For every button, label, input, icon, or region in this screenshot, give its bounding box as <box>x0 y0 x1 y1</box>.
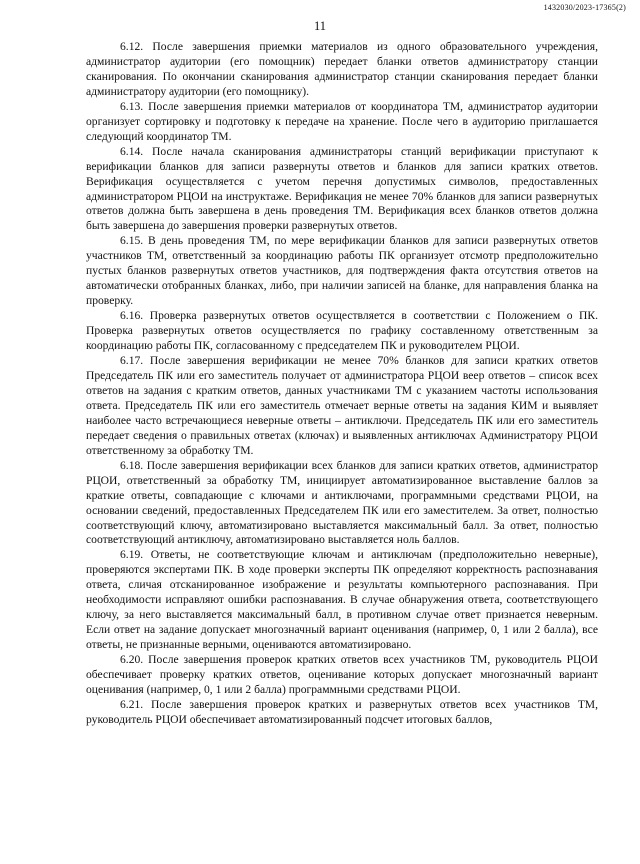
paragraph-6-14: 6.14. После начала сканирования администраторы станций верификации приступают к верификации бланков для записи развернуты ответов и бланков для записи кратких ответов. Верификация осуществляется с учетом перечня допустимых символов, предоставленных администратором РЦОИ на инструктаже. Верификация не менее 70% бланков для записи развернутых ответов должна быть завершена в день проведения ТМ. Верификация всех бланков ответов должна быть завершена до завершения проверки развернутых ответов. <box>86 144 598 233</box>
page-number: 11 <box>313 19 327 33</box>
paragraph-6-20: 6.20. После завершения проверок кратких ответов всех участников ТМ, руководитель РЦОИ обеспечивает проверку кратких ответов, оценивание которых допускает многозначный вариант оценивания (например, 0, 1 или 2 балла) программными средствами РЦОИ. <box>86 653 598 696</box>
paragraph-6-17: 6.17. После завершения верификации не менее 70% бланков для записи кратких ответов Председатель ПК или его заместитель получает от администратора РЦОИ веер ответов – список всех ответов на задания с кратким ответов, данных участниками ТМ с указанием частоты использования ответа. Председатель ПК или его заместитель отмечает верные ответы на задания КИМ и выявляет наиболее часто встречающиеся неверные ответы – антиключи. Председатель ПК или его заместитель передает сведения о правильных ответах (ключах) и выявленных антиключах Администратору РЦОИ ответственному за обработку ТМ. <box>86 354 598 457</box>
paragraph-6-16: 6.16. Проверка развернутых ответов осуществляется в соответствии с Положением о ПК. Проверка развернутых ответов осуществляется по графику составленному ответственным за координацию работы ПК, согласованному с председателем ПК и руководителем РЦОИ. <box>86 309 598 353</box>
paragraph-6-19: 6.19. Ответы, не соответствующие ключам и антиключам (предположительно неверные), проверяются экспертами ПК. В ходе проверки эксперты ПК определяют корректность распознавания ответа, сличая отсканированное изображение и результаты компьютерного распознавания. При необходимости исправляют ошибки распознавания. В случае обнаружения ответа, соответствующего ключу, за него выставляется максимальный балл, в противном случае ответ признается неверным. Если ответ на задание допускает многозначный вариант оценивания (например, 0, 1 или 2 балла), все ответы, не признанные верными, оцениваются автоматизировано. <box>86 548 598 652</box>
paragraph-6-12: 6.12. После завершения приемки материалов из одного образовательного учреждения, администратор аудитории (его помощник) передает бланки ответов администратору станции сканирования. По окончании сканирования администратор станции сканирования передает бланки администратору аудитории (его помощнику). <box>86 40 598 98</box>
paragraph-6-21: 6.21. После завершения проверок кратких и развернутых ответов всех участников ТМ, руководитель РЦОИ обеспечивает автоматизированный подсчет итоговых баллов, <box>86 697 598 726</box>
document-body <box>86 40 598 728</box>
document-registration-number: 1432030/2023-17365(2) <box>543 3 626 12</box>
paragraph-6-13: 6.13. После завершения приемки материалов от координатора ТМ, администратор аудитории организует сортировку и подготовку к передаче на хранение. После чего в аудиторию приглашается следующий координатор ТМ. <box>86 99 598 143</box>
paragraph-6-18: 6.18. После завершения верификации всех бланков для записи кратких ответов, администратор РЦОИ, ответственный за обработку ТМ, инициирует автоматизированное выставление баллов за краткие ответы, совпадающие с ключами и антиключами, программными средствами РЦОИ, на основании сведений, предоставленных Председателем ПК или его заместителем. За ответ, полностью соответствующий ключу, автоматизировано выставляется максимальный балл. За ответ, полностью соответствующий антиключу, автоматизировано выставляется ноль баллов. <box>86 458 598 547</box>
paragraph-6-15: 6.15. В день проведения ТМ, по мере верификации бланков для записи развернутых ответов участников ТМ, ответственный за координацию работы ПК организует отсмотр предположительно пустых бланков развернутых ответов участников, для подтверждения факта отсутствия ответов на автоматически отобранных бланках, либо, при наличии записей на бланке, для направления бланка на проверку. <box>86 234 598 308</box>
